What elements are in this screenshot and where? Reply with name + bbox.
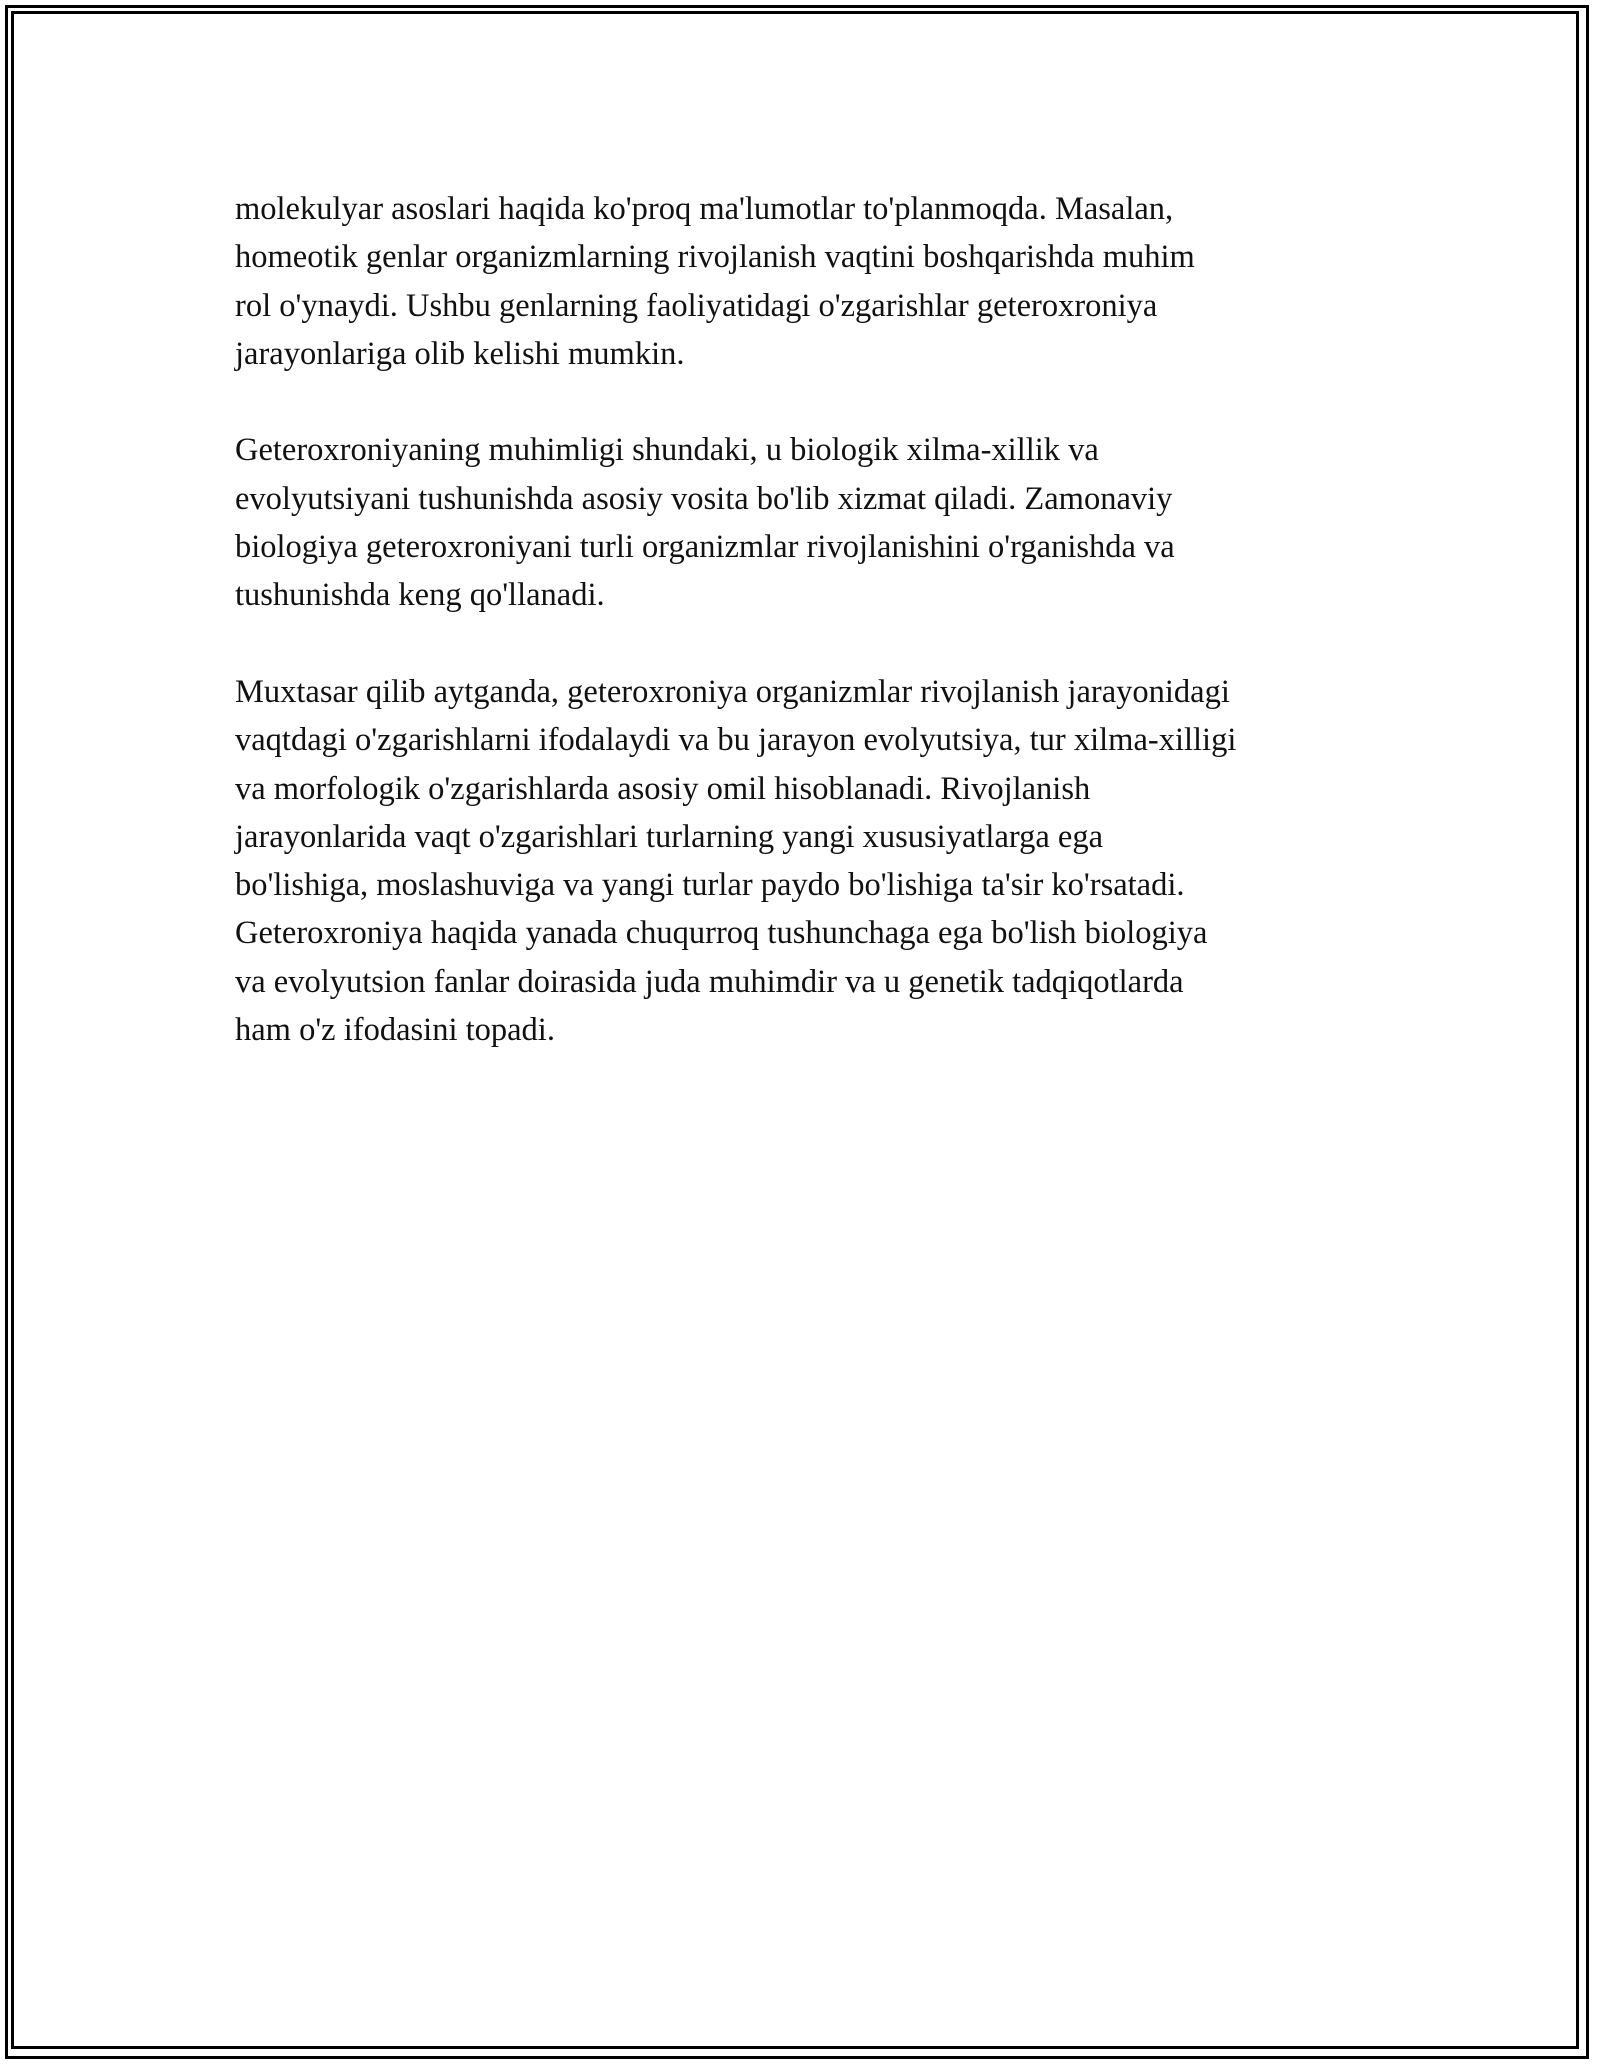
text-line: tushunishda keng qo'llanadi.	[235, 577, 605, 614]
paragraph	[235, 668, 1385, 1054]
text-line: Muxtasar qilib aytganda, geteroxroniya organizmlar rivojlanish jarayonidagi	[235, 673, 1230, 710]
text-line: jarayonlariga olib kelishi mumkin.	[235, 335, 685, 372]
paragraph	[235, 185, 1385, 378]
text-line: vaqtdagi o'zgarishlarni ifodalaydi va bu jarayon evolyutsiya, tur xilma-xilligi	[235, 722, 1237, 759]
paragraph	[235, 426, 1385, 619]
text-line: rol o'ynaydi. Ushbu genlarning faoliyatidagi o'zgarishlar geteroxroniya	[235, 287, 1158, 324]
text-line: molekulyar asoslari haqida ko'proq ma'lumotlar to'planmoqda. Masalan,	[235, 191, 1174, 227]
text-line: ham o'z ifodasini topadi.	[235, 1012, 555, 1049]
text-line: homeotik genlar organizmlarning rivojlanish vaqtini boshqarishda muhim	[235, 239, 1195, 276]
text-line: Geteroxroniyaning muhimligi shundaki, u biologik xilma-xillik va	[235, 432, 1099, 469]
text-line: va morfologik o'zgarishlarda asosiy omil hisoblanadi. Rivojlanish	[235, 770, 1091, 807]
text-line: jarayonlarida vaqt o'zgarishlari turlarning yangi xususiyatlarga ega	[235, 818, 1104, 855]
text-line: evolyutsiyani tushunishda asosiy vosita bo'lib xizmat qiladi. Zamonaviy	[235, 480, 1173, 517]
text-line: va evolyutsion fanlar doirasida juda muhimdir va u genetik tadqiqotlarda	[235, 963, 1184, 1000]
text-line: biologiya geteroxroniyani turli organizmlar rivojlanishini o'rganishda va	[235, 529, 1175, 566]
text-line: Geteroxroniya haqida yanada chuqurroq tushunchaga ega bo'lish biologiya	[235, 915, 1208, 952]
document-body	[235, 185, 1385, 1103]
text-line: bo'lishiga, moslashuviga va yangi turlar paydo bo'lishiga ta'sir ko'rsatadi.	[235, 867, 1185, 904]
